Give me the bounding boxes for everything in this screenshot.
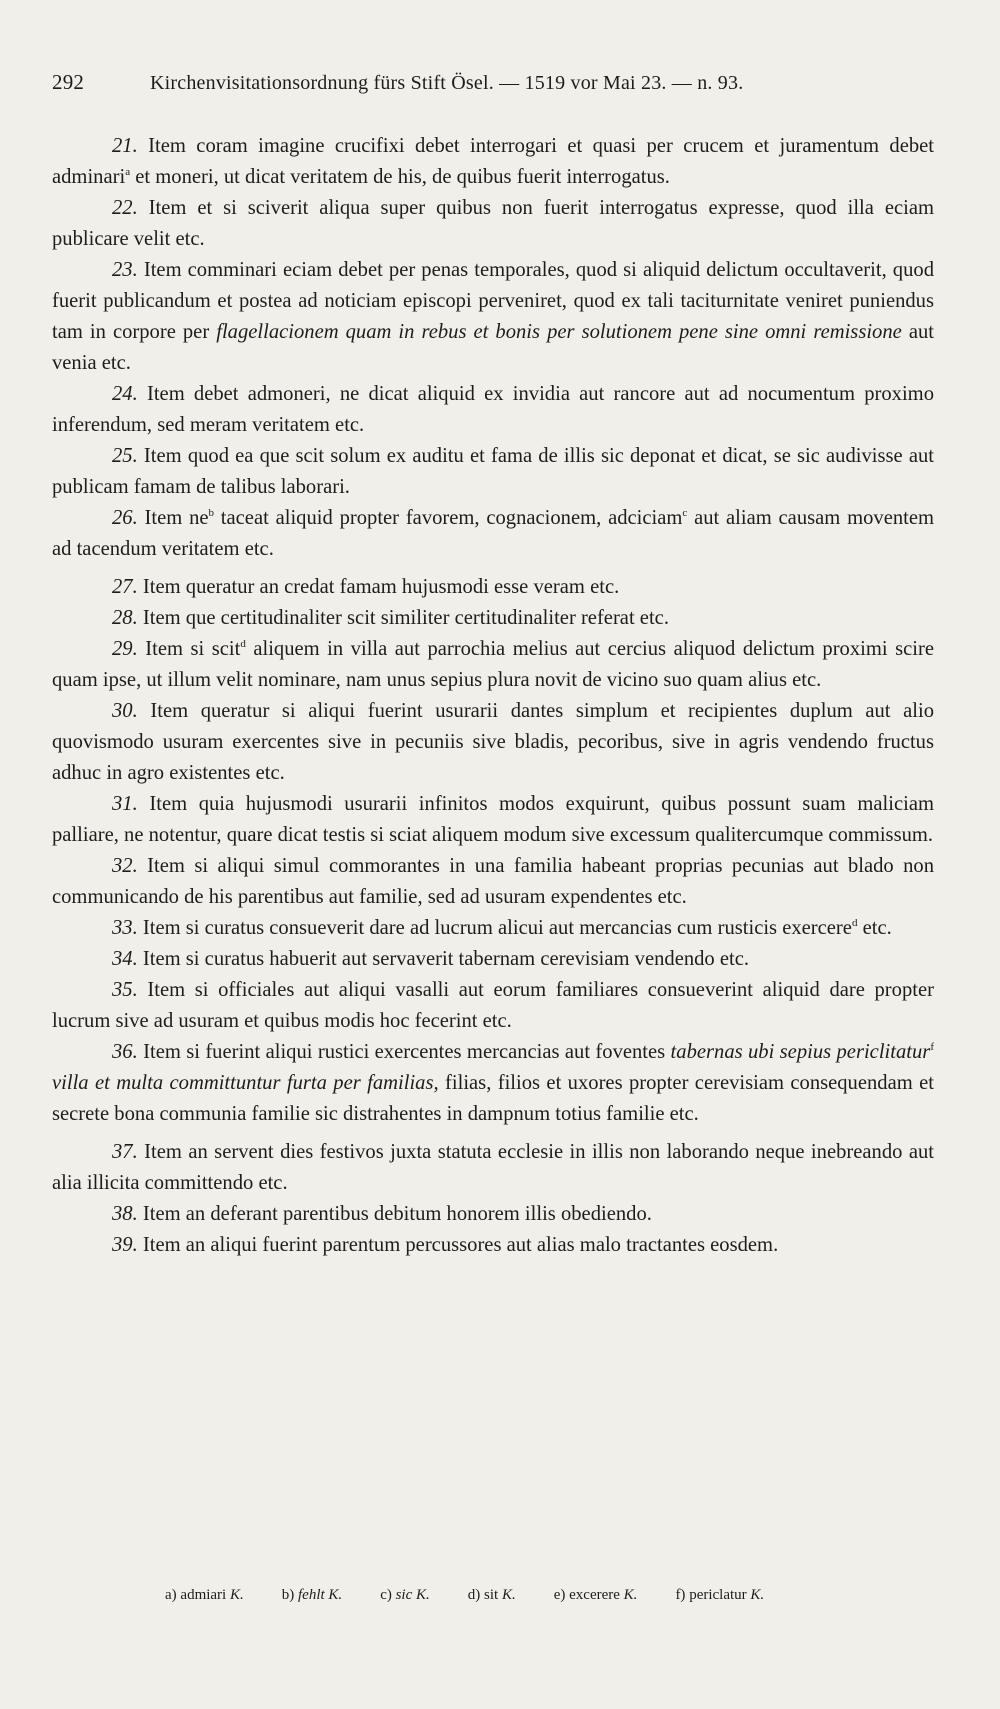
paragraph-text: etc. xyxy=(857,917,892,939)
paragraph-text: Item an servent dies festivos juxta statuta ecclesie in illis non laborando neque inebreando aut alia illicita committendo etc. xyxy=(52,1141,934,1194)
paragraph-text: Item ne xyxy=(144,507,209,529)
footnote-text: sit xyxy=(484,1587,499,1603)
paragraph xyxy=(52,1137,934,1199)
paragraph-number: 31. xyxy=(112,793,138,815)
paragraph-number: 37. xyxy=(112,1141,138,1163)
running-title: Kirchenvisitationsordnung fürs Stift Ösel. — 1519 vor Mai 23. — n. 93. xyxy=(150,72,744,94)
paragraph-number: 26. xyxy=(112,507,138,529)
paragraph xyxy=(52,572,934,603)
paragraph-text: Item quia hujusmodi usurarii infinitos modos exquirunt, quibus possunt suam maliciam palliare, ne notentur, quare dicat testis si sciat aliquem modum sive excessum qualitercumque commissum. xyxy=(52,793,934,846)
paragraph-number: 22. xyxy=(112,197,138,219)
paragraph-number: 36. xyxy=(112,1041,138,1063)
paragraph-number: 29. xyxy=(112,638,138,660)
paragraph-text: et moneri, ut dicat veritatem de his, de quibus fuerit interrogatus. xyxy=(130,166,670,188)
paragraph xyxy=(52,1199,934,1230)
paragraph-number: 35. xyxy=(112,979,138,1001)
paragraph xyxy=(52,913,934,944)
paragraph-number: 28. xyxy=(112,607,138,629)
footnote-marker: a xyxy=(125,166,131,178)
paragraph-text-italic: flagellacionem quam in rebus et bonis per solutionem pene sine omni remissione xyxy=(216,321,902,343)
paragraph-text: Item quod ea que scit solum ex auditu et fama de illis sic deponat et dicat, se sic audivisse aut publicam famam de talibus laborari. xyxy=(52,445,934,498)
footnote-siglum: K. xyxy=(229,1587,244,1603)
paragraph-text: filias, filios et uxores propter cerevisiam consequendam et secrete bona communia familie sic distrahentes in dampnum totius familie etc. xyxy=(52,1072,934,1125)
paragraph xyxy=(52,193,934,255)
paragraph-text: Item queratur an credat famam hujusmodi esse veram etc. xyxy=(142,576,620,598)
paragraph-text: Item si scit xyxy=(145,638,241,660)
paragraph-text: aut aliam causam moventem ad tacendum veritatem etc. xyxy=(52,507,935,560)
footnote-text: fehlt xyxy=(298,1587,325,1603)
paragraph xyxy=(52,131,934,193)
footnotes xyxy=(165,1587,945,1604)
paragraph-number: 23. xyxy=(112,259,138,281)
paragraph-number: 38. xyxy=(112,1203,138,1225)
paragraph-text: Item an deferant parentibus debitum honorem illis obediendo. xyxy=(142,1203,652,1225)
running-header xyxy=(52,70,952,95)
footnote xyxy=(165,1587,244,1604)
paragraph-text: Item debet admoneri, ne dicat aliquid ex invidia aut rancore aut ad nocumentum proximo inferendum, sed meram veritatem etc. xyxy=(52,383,934,436)
paragraph xyxy=(52,379,934,441)
paragraph xyxy=(52,696,934,789)
page-number: 292 xyxy=(52,70,85,94)
footnote xyxy=(675,1587,764,1604)
footnote-siglum: K. xyxy=(623,1587,638,1603)
paragraph-number: 32. xyxy=(112,855,138,877)
paragraph-text: Item comminari eciam debet per penas temporales, quod si aliquid delictum occultaverit, quod fuerit publicandum et postea ad noticiam episcopi perveniret, quod ex tali taciturnitate veniret puniendus tam in corpore per xyxy=(52,259,934,343)
paragraph xyxy=(52,851,934,913)
paragraph xyxy=(52,975,934,1037)
paragraph-number: 24. xyxy=(112,383,138,405)
paragraph xyxy=(52,944,934,975)
footnote-marker: d xyxy=(240,638,246,650)
paragraph-text: Item queratur si aliqui fuerint usurarii dantes simplum et recipientes duplum aut alio quovismodo usuram exercentes sive in pecuniis sive bladis, pecoribus, sive in agris vendendo fructus adhuc in agro existentes etc. xyxy=(52,700,934,784)
footnote xyxy=(380,1587,430,1604)
footnote-mark: d) xyxy=(467,1587,481,1603)
footnote-text: sic xyxy=(395,1587,413,1603)
paragraph xyxy=(52,634,934,696)
paragraph-text: Item si officiales aut aliqui vasalli aut eorum familiares consueverint aliquid dare propter lucrum sive ad usuram et quibus modis hoc fecerint etc. xyxy=(52,979,934,1032)
footnote-text: excerere xyxy=(569,1587,620,1603)
paragraph-text: Item an aliqui fuerint parentum percussores aut alias malo tractantes eosdem. xyxy=(142,1234,779,1256)
paragraph-text: Item et si sciverit aliqua super quibus non fuerit interrogatus expresse, quod illa eciam publicare velit etc. xyxy=(52,197,934,250)
footnote-siglum: K. xyxy=(501,1587,516,1603)
paragraph xyxy=(52,503,934,565)
footnote-mark: e) xyxy=(553,1587,566,1603)
paragraph xyxy=(52,441,934,503)
paragraph xyxy=(52,1037,934,1130)
footnote xyxy=(282,1587,342,1604)
paragraph-text: Item si curatus habuerit aut servaverit tabernam cerevisiam vendendo etc. xyxy=(142,948,750,970)
paragraph-text: Item si curatus consueverit dare ad lucrum alicui aut mercancias cum rusticis exercere xyxy=(142,917,852,939)
footnote-siglum: K. xyxy=(328,1587,343,1603)
paragraph xyxy=(52,789,934,851)
footnote-mark: b) xyxy=(281,1587,295,1603)
document-body xyxy=(52,131,934,1261)
paragraph xyxy=(52,255,934,379)
footnote-marker: f xyxy=(930,1041,934,1053)
paragraph xyxy=(52,603,934,634)
footnote-marker: c xyxy=(682,507,688,519)
paragraph xyxy=(52,1230,934,1261)
paragraph-number: 34. xyxy=(112,948,138,970)
footnote-mark: a) xyxy=(165,1587,177,1603)
footnote-siglum: K. xyxy=(416,1587,430,1603)
footnote-text: periclatur xyxy=(689,1587,747,1603)
paragraph-text: Item si fuerint aliqui rustici exercentes mercancias aut foventes xyxy=(143,1041,671,1063)
paragraph-number: 30. xyxy=(112,700,138,722)
footnote xyxy=(468,1587,516,1604)
paragraph-text: taceat aliquid propter favorem, cognacionem, adciciam xyxy=(214,507,683,529)
paragraph-text: Item coram imagine crucifixi debet interrogari et quasi per crucem et juramentum debet adminari xyxy=(52,135,934,188)
paragraph-text: Item si aliqui simul commorantes in una familia habeant proprias pecunias aut blado non communicando de his parentibus aut familie, sed ad usuram expendentes etc. xyxy=(52,855,934,908)
paragraph-number: 33. xyxy=(112,917,138,939)
paragraph-number: 21. xyxy=(112,135,138,157)
paragraph-text-italic: tabernas ubi sepius periclitatur xyxy=(670,1041,931,1063)
paragraph-text: Item que certitudinaliter scit similiter certitudinaliter referat etc. xyxy=(142,607,669,629)
paragraph-text: aut venia etc. xyxy=(52,321,934,374)
footnote-marker: d xyxy=(851,917,858,929)
paragraph-number: 25. xyxy=(112,445,138,467)
paragraph-text: aliquem in villa aut parrochia melius aut cercius aliquod delictum proximi scire quam ipse, ut illum velit nominare, nam unus sepius plura novit de vicino suo quam alius etc. xyxy=(52,638,934,691)
paragraph-number: 39. xyxy=(112,1234,138,1256)
paragraph-text-italic: villa et multa committuntur furta per familias, xyxy=(52,1072,439,1094)
footnote-siglum: K. xyxy=(750,1587,765,1603)
footnote-marker: b xyxy=(208,507,215,519)
footnote-mark: f) xyxy=(675,1587,686,1603)
paragraph-number: 27. xyxy=(112,576,138,598)
footnote-mark: c) xyxy=(380,1587,392,1603)
footnote xyxy=(554,1587,638,1604)
footnote-text: admiari xyxy=(180,1587,227,1603)
